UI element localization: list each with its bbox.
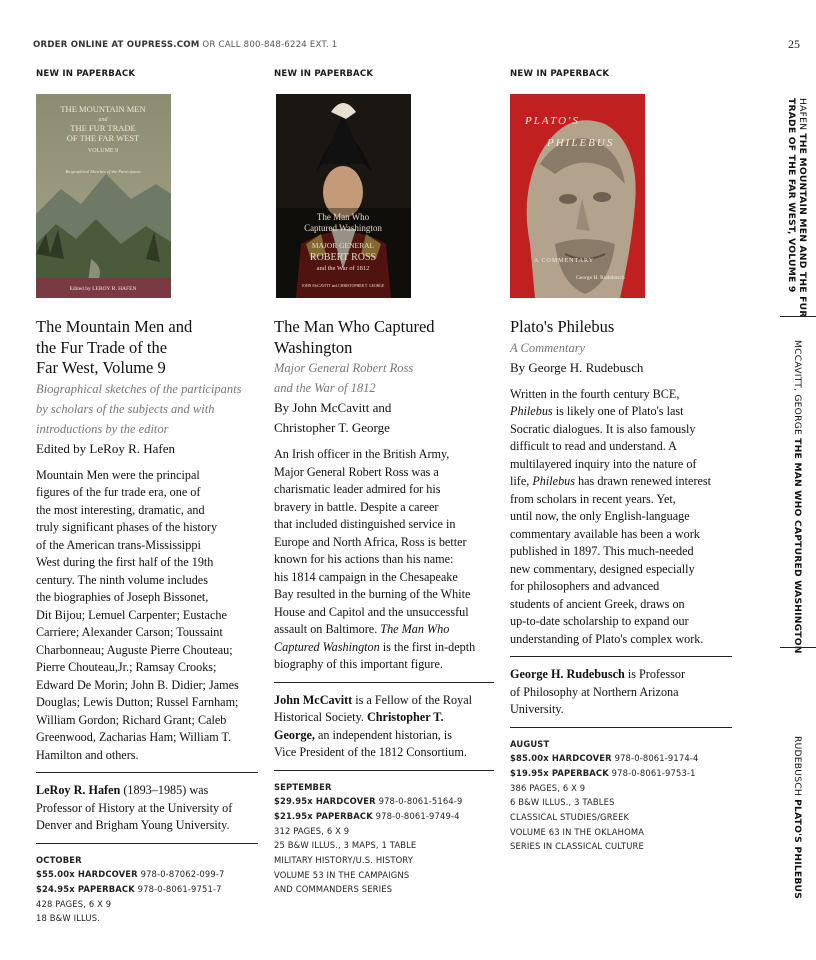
pub-season: AUGUST <box>510 738 550 749</box>
book-description <box>510 386 732 649</box>
description-line: published in 1897. This much-needed <box>510 544 694 558</box>
description-line: until now, the only English-language <box>510 509 690 523</box>
description-line: Europe and North Africa, Ross is better <box>274 534 467 549</box>
detail-line: 25 B&W ILLUS., 3 MAPS, 1 TABLE <box>274 840 417 851</box>
cover-line3: A COMMENTARY <box>534 258 595 264</box>
book-title[interactable] <box>274 317 494 358</box>
detail-line: 428 PAGES, 6 X 9 <box>36 898 112 909</box>
sidebar-divider <box>780 316 816 317</box>
description-line: biography of this important figure. <box>274 657 443 671</box>
cover-line4: OF THE FAR WEST <box>66 133 140 143</box>
book-cover[interactable] <box>276 94 411 298</box>
sidebar-line: HAFEN THE MOUNTAIN MEN AND THE FUR <box>797 98 808 318</box>
eyebrow-label: NEW IN PAPERBACK <box>36 69 136 79</box>
bio-line: Historical Society. Christopher T. <box>274 710 444 724</box>
subtitle-line: introductions by the editor <box>36 421 169 436</box>
description-line: Socratic dialogues. It is also famously <box>510 421 696 436</box>
description-line: difficult to read and understand. A <box>510 439 677 453</box>
description-line: Bay resulted in the burning of the White <box>274 587 471 601</box>
cover-line4: ROBERT ROSS <box>309 252 377 263</box>
title-line: the Fur Trade of the <box>36 337 168 357</box>
description-line: Carriere; Alexander Carson; Toussaint <box>36 625 223 639</box>
book-meta <box>510 737 732 855</box>
cover-line5: and the War of 1812 <box>316 265 370 272</box>
author-line: By John McCavitt and <box>274 400 392 415</box>
author-bio <box>36 782 258 835</box>
order-phone: OR CALL 800-848-6224 EXT. 1 <box>199 40 338 50</box>
bio-line: University. <box>510 702 564 716</box>
title-line: Far West, Volume 9 <box>36 358 166 377</box>
divider <box>274 682 494 683</box>
author-line: By George H. Rudebusch <box>510 359 644 375</box>
bio-line: George, an independent historian, is <box>274 727 453 742</box>
description-line: understanding of Plato's complex work. <box>510 631 704 646</box>
cover-line2: and <box>98 117 108 123</box>
sidebar-divider <box>780 647 816 648</box>
cover-line1: PLATO'S <box>525 115 580 127</box>
description-line: that included distinguished service in <box>274 517 456 531</box>
detail-line: 6 B&W ILLUS., 3 TABLES <box>510 797 615 808</box>
description-line: West during the first half of the 19th <box>36 555 214 569</box>
cover-line2: Captured Washington <box>304 223 382 233</box>
divider <box>510 656 732 657</box>
description-line: Mountain Men were the principal <box>36 467 200 482</box>
eyebrow-label: NEW IN PAPERBACK <box>274 69 374 79</box>
description-line: of the American trans-Mississippi <box>36 537 201 552</box>
book-subtitle <box>510 338 732 358</box>
book-meta <box>274 780 494 898</box>
detail-line: AND COMMANDERS SERIES <box>274 884 393 895</box>
description-line: Pierre Chouteau,Jr.; Ramsay Crooks; <box>36 660 217 674</box>
description-line: Charbonneau; Auguste Pierre Chouteau; <box>36 642 233 657</box>
format-line: $29.95x HARDCOVER 978-0-8061-5164-9 <box>274 796 463 807</box>
book-mountain-men <box>36 69 258 926</box>
title-line: The Man Who Captured <box>274 317 435 336</box>
description-line: Douglas; Lewis Dutton; Russel Farnham; <box>36 695 239 709</box>
book-cover[interactable] <box>36 94 171 298</box>
subtitle-line: A Commentary <box>510 340 586 355</box>
detail-line: 18 B&W ILLUS. <box>36 913 100 924</box>
page-number: 25 <box>788 37 800 51</box>
title-line: The Mountain Men and <box>36 317 193 336</box>
subtitle-line: Major General Robert Ross <box>274 361 414 375</box>
description-line: life, Philebus has drawn renewed interest <box>510 474 712 488</box>
description-line: the biographies of Joseph Bissonet, <box>36 590 209 604</box>
description-line: known for his actions than his name: <box>274 552 454 566</box>
book-man-who-captured-washington <box>274 69 494 897</box>
description-line: Dit Bijou; Lemuel Carpenter; Eustache <box>36 607 227 622</box>
bio-line: Denver and Brigham Young University. <box>36 818 230 832</box>
sidebar-entry-platos-philebus[interactable]: RUDEBUSCH PLATO'S PHILEBUS <box>792 736 803 900</box>
cover-line1: THE MOUNTAIN MEN <box>60 104 146 114</box>
cover-line2: PHILEBUS <box>547 137 615 149</box>
description-line: for philosophers and advanced <box>510 579 660 593</box>
format-line: $21.95x PAPERBACK 978-0-8061-9749-4 <box>274 810 460 821</box>
cover-editor: Edited by LEROY R. HAFEN <box>69 286 137 292</box>
subtitle-line: Biographical sketches of the participants <box>36 381 242 396</box>
cover-volume: VOLUME 9 <box>87 148 119 154</box>
book-meta <box>36 853 258 927</box>
description-line: assault on Baltimore. The Man Who <box>274 622 450 636</box>
description-line: century. The ninth volume includes <box>36 572 208 587</box>
description-line: Captured Washington is the first in-depth <box>274 639 476 654</box>
description-line: multilayered inquiry into the nature of <box>510 456 697 471</box>
book-title[interactable] <box>510 317 732 338</box>
divider <box>274 770 494 771</box>
detail-line: SERIES IN CLASSICAL CULTURE <box>510 841 644 852</box>
bio-line: LeRoy R. Hafen (1893–1985) was <box>36 783 209 797</box>
book-description <box>36 467 258 765</box>
cover-tagline: Biographical Sketches of the Participants <box>65 169 141 174</box>
pub-season: SEPTEMBER <box>274 781 332 792</box>
cover-line3: MAJOR GENERAL <box>311 241 375 250</box>
detail-line: MILITARY HISTORY/U.S. HISTORY <box>274 855 414 866</box>
detail-line: CLASSICAL STUDIES/GREEK <box>510 812 630 823</box>
description-line: his 1814 campaign in the Chesapeake <box>274 569 458 584</box>
bio-line: Vice President of the 1812 Consortium. <box>274 745 467 759</box>
description-line: figures of the fur trade era, one of <box>36 485 201 499</box>
description-line: truly significant phases of the history <box>36 520 218 534</box>
cover-authors: JOHN McCAVITT and CHRISTOPHER T. GEORGE <box>301 284 385 288</box>
format-line: $19.95x PAPERBACK 978-0-8061-9753-1 <box>510 767 696 778</box>
bio-line: George H. Rudebusch is Professor <box>510 667 686 681</box>
divider <box>36 843 258 844</box>
author-line: Edited by LeRoy R. Hafen <box>36 440 175 456</box>
book-title[interactable] <box>36 317 258 379</box>
subtitle-line: and the War of 1812 <box>274 381 376 395</box>
subtitle-line: by scholars of the subjects and with <box>36 401 215 416</box>
description-line: from scholars in recent years. Yet, <box>510 491 676 506</box>
format-line: $55.00x HARDCOVER 978-0-87062-099-7 <box>36 869 225 880</box>
bio-line: Professor of History at the University of <box>36 800 233 815</box>
sidebar-entry-man-who-captured-washington[interactable]: MCCAVITT, GEORGE THE MAN WHO CAPTURED WASHINGTON <box>792 340 803 654</box>
title-line: Washington <box>274 337 353 357</box>
author-line: Christopher T. George <box>274 420 390 435</box>
description-line: Philebus is likely one of Plato's last <box>510 404 684 418</box>
author-bio <box>274 692 494 762</box>
author-bio <box>510 666 732 719</box>
description-line: students of ancient Greek, draws on <box>510 596 685 611</box>
pub-season: OCTOBER <box>36 854 82 865</box>
book-description <box>274 446 494 674</box>
book-subtitle <box>274 358 494 398</box>
cover-author: George H. Rudebusch <box>576 275 625 281</box>
sidebar-line: TRADE OF THE FAR WEST, VOLUME 9 <box>786 98 797 293</box>
description-line: An Irish officer in the British Army, <box>274 447 450 461</box>
description-line: Edward De Morin; John B. Didier; James <box>36 677 239 692</box>
title-line: Plato's Philebus <box>510 317 615 336</box>
format-line: $85.00x HARDCOVER 978-0-8061-9174-4 <box>510 753 699 764</box>
description-line: William Gordon; Richard Grant; Caleb <box>36 712 227 727</box>
bio-line: John McCavitt is a Fellow of the Royal <box>274 692 473 707</box>
order-info <box>33 40 337 50</box>
book-author <box>36 439 258 459</box>
description-line: the most interesting, dramatic, and <box>36 502 205 517</box>
description-line: up-to-date scholarship to expand our <box>510 614 689 628</box>
format-line: $24.95x PAPERBACK 978-0-8061-9751-7 <box>36 883 222 894</box>
sidebar-entry-mountain-men[interactable] <box>786 98 808 318</box>
description-line: Hamilton and others. <box>36 747 139 762</box>
divider <box>510 727 732 728</box>
description-line: Major General Robert Ross was a <box>274 464 439 479</box>
description-line: Written in the fourth century BCE, <box>510 386 680 401</box>
detail-line: VOLUME 53 IN THE CAMPAIGNS <box>274 869 410 880</box>
detail-line: VOLUME 63 IN THE OKLAHOMA <box>510 826 645 837</box>
book-author <box>274 398 494 438</box>
description-line: Greenwood, Zacharias Ham; William T. <box>36 730 232 744</box>
description-line: charismatic leader admired for his <box>274 482 441 496</box>
description-line: new commentary, designed especially <box>510 561 695 576</box>
book-author <box>510 358 732 378</box>
book-platos-philebus <box>510 69 732 854</box>
book-cover[interactable] <box>510 94 645 298</box>
description-line: House and Capitol and the unsuccessful <box>274 604 469 619</box>
cover-line3: THE FUR TRADE <box>70 123 136 133</box>
bio-line: of Philosophy at Northern Arizona <box>510 684 679 699</box>
detail-line: 386 PAGES, 6 X 9 <box>510 782 586 793</box>
eyebrow-label: NEW IN PAPERBACK <box>510 69 610 79</box>
divider <box>36 772 258 773</box>
cover-line1: The Man Who <box>316 212 370 222</box>
detail-line: 312 PAGES, 6 X 9 <box>274 825 350 836</box>
description-line: commentary available has been a work <box>510 526 700 541</box>
book-subtitle <box>36 379 258 439</box>
order-online-link[interactable]: ORDER ONLINE AT OUPRESS.COM <box>33 40 200 50</box>
description-line: bravery in battle. Despite a career <box>274 499 439 514</box>
